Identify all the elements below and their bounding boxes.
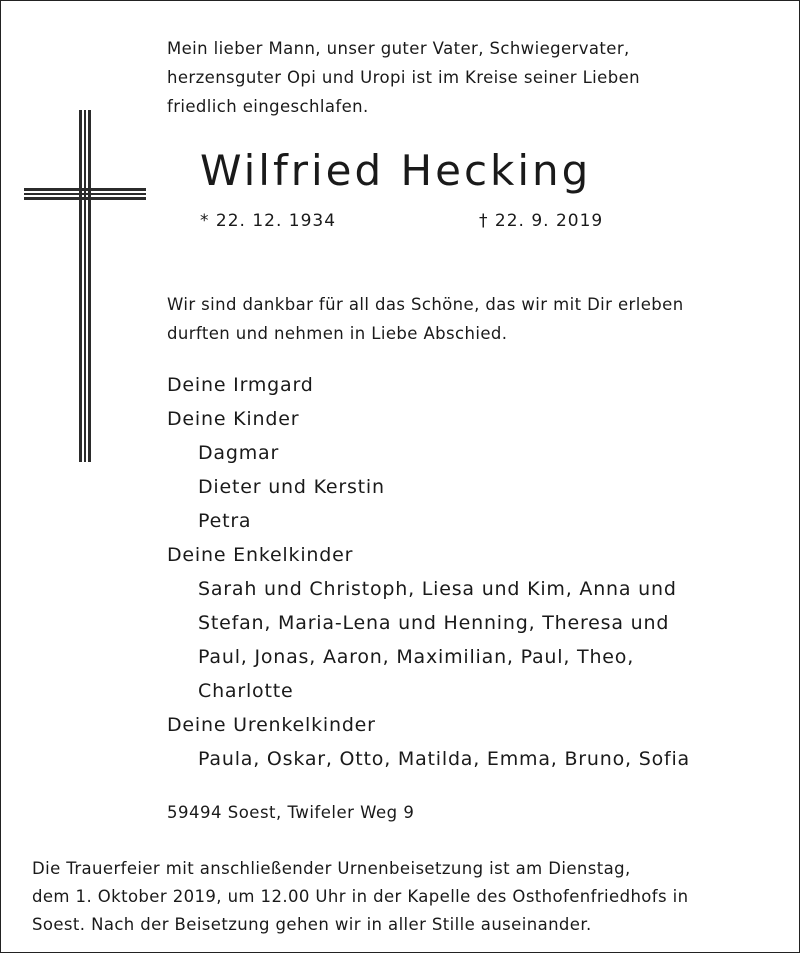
family-group-heading: Deine Enkelkinder [167, 544, 354, 566]
intro-line: herzensguter Opi und Uropi ist im Kreise seiner Lieben [167, 68, 641, 87]
intro-line: Mein lieber Mann, unser guter Vater, Schwiegervater, [167, 39, 630, 58]
funeral-line: Soest. Nach der Beisetzung gehen wir in aller Stille auseinander. [32, 915, 592, 934]
thanks-text [167, 290, 684, 348]
funeral-line: Die Trauerfeier mit anschließender Urnenbeisetzung ist am Dienstag, [32, 859, 631, 878]
thanks-line: durften und nehmen in Liebe Abschied. [167, 324, 508, 343]
family-group-heading: Deine Kinder [167, 408, 300, 430]
family-member: Paula, Oskar, Otto, Matilda, Emma, Bruno, Sofia [198, 748, 691, 770]
funeral-details [32, 855, 689, 939]
family-group-heading: Deine Urenkelkinder [167, 714, 376, 736]
death-date: † 22. 9. 2019 [479, 211, 604, 231]
intro-line: friedlich eingeschlafen. [167, 97, 369, 116]
family-member: Paul, Jonas, Aaron, Maximilian, Paul, Theo, [198, 646, 635, 668]
thanks-line: Wir sind dankbar für all das Schöne, das wir mit Dir erleben [167, 295, 684, 314]
family-group-heading: Deine Irmgard [167, 374, 314, 396]
family-member: Dagmar [198, 442, 280, 464]
birth-date: * 22. 12. 1934 [200, 211, 337, 231]
family-member: Dieter und Kerstin [198, 476, 385, 498]
cross-icon [24, 110, 146, 462]
funeral-line: dem 1. Oktober 2019, um 12.00 Uhr in der Kapelle des Osthofenfriedhofs in [32, 887, 689, 906]
family-member: Charlotte [198, 680, 294, 702]
deceased-name: Wilfried Hecking [200, 146, 592, 195]
family-member: Sarah und Christoph, Liesa und Kim, Anna und [198, 578, 677, 600]
family-member: Petra [198, 510, 252, 532]
family-list [167, 368, 787, 776]
family-member: Stefan, Maria-Lena und Henning, Theresa und [198, 612, 670, 634]
address: 59494 Soest, Twifeler Weg 9 [167, 803, 415, 822]
intro-text [167, 34, 640, 121]
